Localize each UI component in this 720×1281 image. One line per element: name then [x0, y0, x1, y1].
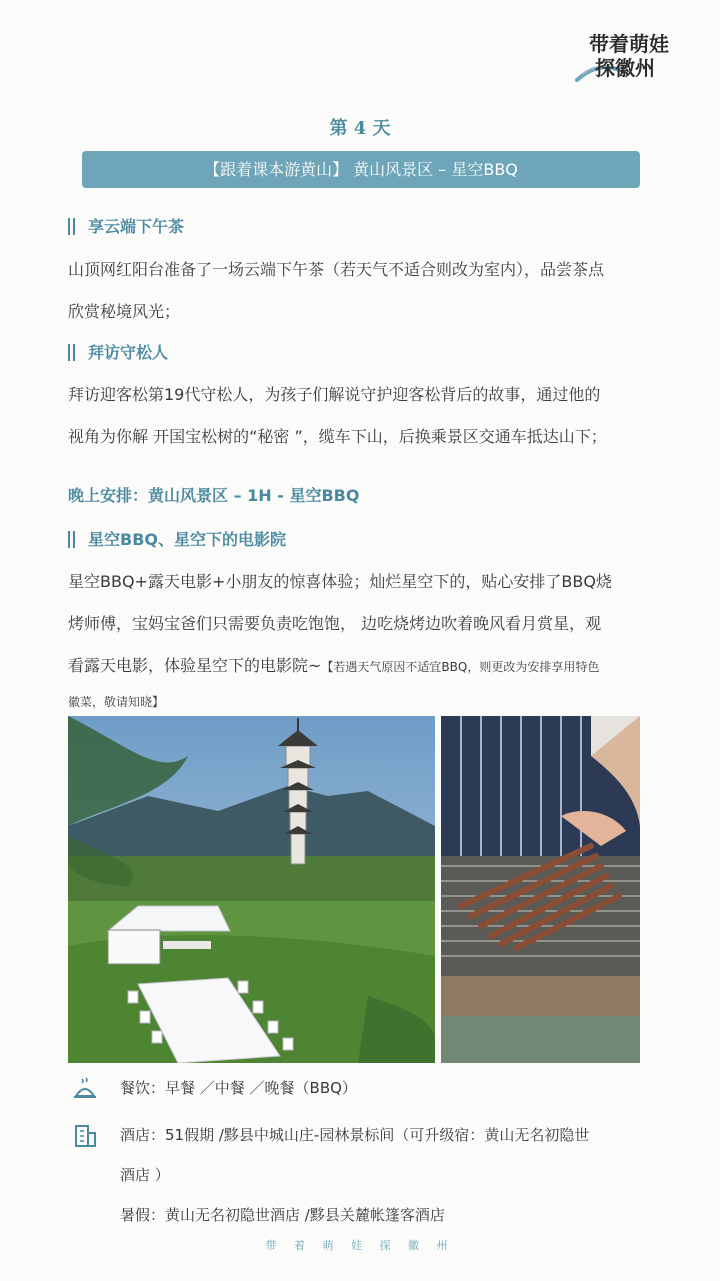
- heading-bar-icon: [73, 218, 75, 235]
- dining-bell-icon: [72, 1076, 98, 1102]
- page-footer: 带 着 萌 娃 探 徽 州: [265, 1239, 455, 1252]
- section-pine-text: 拜访迎客松第19代守松人，为孩子们解说守护迎客松背后的故事，通过他的 视角为你解 开国宝松树的“秘密 ”，缆车下山，后换乘景区交通车抵达山下；: [68, 385, 607, 446]
- section-tea-text: 山顶网红阳台准备了一场云端下午茶（若天气不适合则改为室内），品尝茶点 欣赏秘境风光；: [68, 260, 605, 321]
- heading-bar-icon: [68, 531, 70, 548]
- heading-bar-icon: [68, 344, 70, 361]
- day-banner: 【跟着课本游黄山】 黄山风景区 – 星空BBQ: [82, 151, 640, 188]
- section-bbq-text: 星空BBQ+露天电影+小朋友的惊喜体验；灿烂星空下的，贴心安排了BBQ烧 烤师傅，宝妈宝爸们只需要负责吃饱饱， 边吃烧烤边吹着晚风看月赏星，观 看露天电影，体验星空下的电影院~【若遇天气原因不适宜BBQ，则更改为安排享用特色 徽菜，敬请知晓】: [68, 572, 612, 709]
- photo-outdoor-cinema: [68, 716, 435, 1063]
- logo-line1: 带着萌娃: [589, 32, 669, 56]
- brand-logo: [575, 24, 685, 88]
- meals-text: 餐饮：早餐 ／中餐 ／晚餐（BBQ）: [120, 1079, 357, 1097]
- hotel-text: 酒店：51假期 /黟县中城山庄-园林景标间（可升级宿：黄山无名初隐世 酒店 ） 暑假：黄山无名初隐世酒店 /黟县关麓帐篷客酒店: [120, 1115, 660, 1235]
- heading-bar-icon: [68, 218, 70, 235]
- hotel-building-icon: [72, 1123, 98, 1149]
- photo-bbq-skewers: [441, 716, 640, 1063]
- day-label: 第 4 天: [329, 118, 391, 139]
- logo-line2: 探徽州: [595, 56, 655, 80]
- summer-hotel-text: 暑假：黄山无名初隐世酒店 /黟县关麓帐篷客酒店: [120, 1206, 445, 1224]
- heading-bar-icon: [73, 531, 75, 548]
- heading-bar-icon: [73, 344, 75, 361]
- evening-schedule: 晚上安排：黄山风景区 – 1H - 星空BBQ: [68, 486, 360, 505]
